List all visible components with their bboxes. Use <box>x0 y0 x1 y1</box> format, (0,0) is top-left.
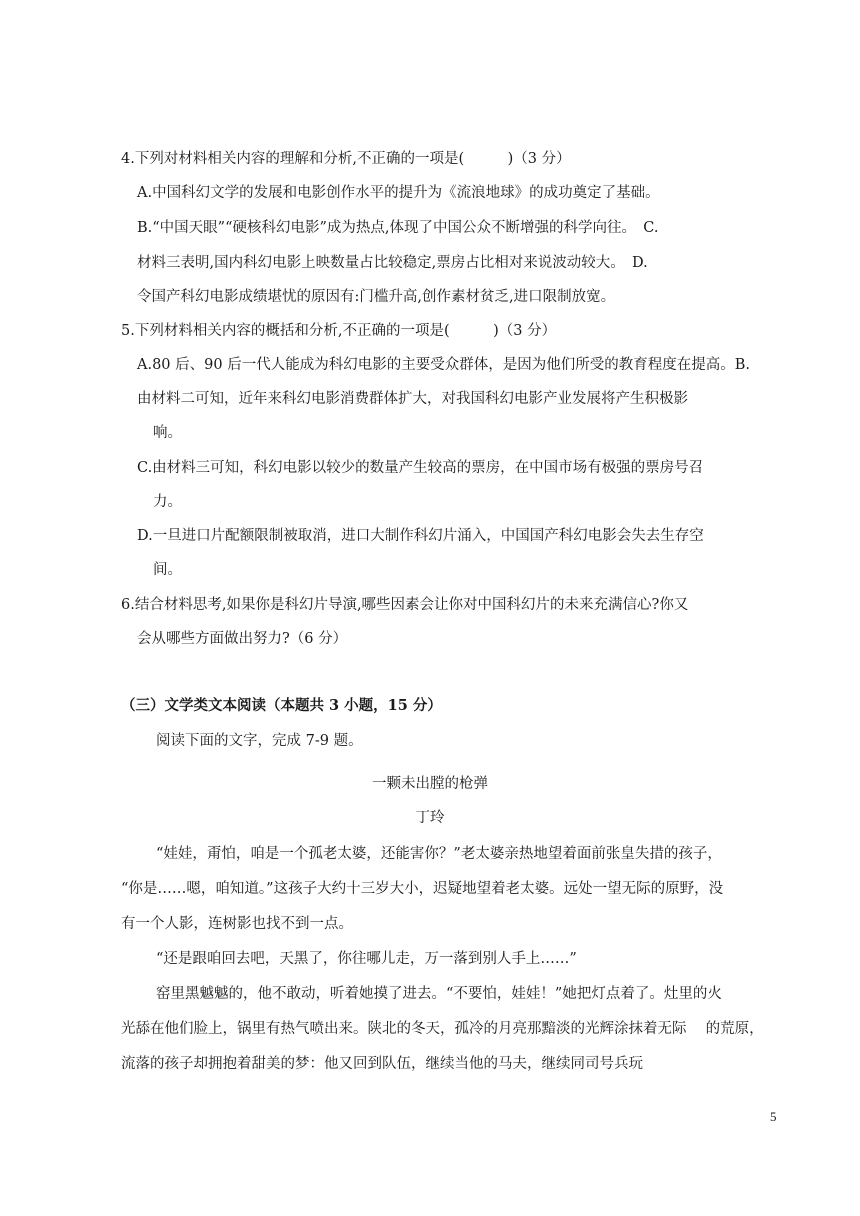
q4-option-a: A.中国科幻文学的发展和电影创作水平的提升为《流浪地球》的成功奠定了基础。 <box>137 185 660 201</box>
section-instruction: 阅读下面的文字，完成 7-9 题。 <box>156 733 363 749</box>
q5-option-d-line1: D.一旦进口片配额限制被取消，进口大制作科幻片涌入，中国国产科幻电影会失去生存空 <box>137 528 704 544</box>
q5-option-c-line2: 力。 <box>153 494 182 510</box>
story-paragraph-3-line1: 窑里黑魆魆的，他不敢动，听着她摸了进去。“不要怕，娃娃！”她把灯点着了。灶里的火 <box>156 986 722 1002</box>
q6-line1: 6.结合材料思考,如果你是科幻片导演,哪些因素会让你对中国科幻片的未来充满信心?你又 <box>121 597 689 613</box>
q5-option-a: A.80 后、90 后一代人能成为科幻电影的主要受众群体，是因为他们所受的教育程度在提高。B. <box>137 357 750 373</box>
q4-stem: 4.下列对材料相关内容的理解和分析,不正确的一项是( )（3 分） <box>121 151 571 167</box>
story-author: 丁玲 <box>415 810 445 826</box>
q5-option-d-line2: 间。 <box>153 562 182 578</box>
story-paragraph-3-line2: 光舔在他们脸上，锅里有热气喷出来。陕北的冬天，孤冷的月亮那黯淡的光辉涂抹着无际 的荒原， <box>121 1021 764 1037</box>
q4-option-c: 材料三表明,国内科幻电影上映数量占比较稳定,票房占比相对来说波动较大。 D. <box>137 255 648 271</box>
q6-line2: 会从哪些方面做出努力?（6 分） <box>137 631 348 647</box>
page-number: 5 <box>770 1109 777 1124</box>
story-paragraph-3-line3: 流落的孩子却拥抱着甜美的梦：他又回到队伍，继续当他的马夫，继续同司号兵玩 <box>121 1056 643 1072</box>
story-paragraph-1-line2: “你是……嗯，咱知道。”这孩子大约十三岁大小，迟疑地望着老太婆。远处一望无际的原野，没 <box>121 881 724 897</box>
story-paragraph-1-line3: 有一个人影，连树影也找不到一点。 <box>121 916 353 932</box>
story-paragraph-2: “还是跟咱回去吧，天黑了，你往哪儿走，万一落到别人手上……” <box>156 951 577 967</box>
q5-option-b-line1: 由材料二可知，近年来科幻电影消费群体扩大，对我国科幻电影产业发展将产生积极影 <box>137 391 688 407</box>
story-title: 一颗未出膛的枪弹 <box>372 776 488 792</box>
q4-option-b: B.“中国天眼”“硬核科幻电影”成为热点,体现了中国公众不断增强的科学向往。 C. <box>137 220 659 236</box>
q5-stem: 5.下列材料相关内容的概括和分析,不正确的一项是( )（3 分） <box>121 323 557 339</box>
q4-option-d: 令国产科幻电影成绩堪忧的原因有:门槛升高,创作素材贫乏,进口限制放宽。 <box>137 289 616 305</box>
q5-option-c-line1: C.由材料三可知，科幻电影以较少的数量产生较高的票房，在中国市场有极强的票房号召 <box>137 460 704 476</box>
q5-option-b-line2: 响。 <box>153 425 182 441</box>
section-heading: （三）文学类文本阅读（本题共 3 小题，15 分） <box>121 697 442 714</box>
story-paragraph-1-line1: “娃娃，甭怕，咱是一个孤老太婆，还能害你？”老太婆亲热地望着面前张皇失措的孩子， <box>156 846 722 862</box>
